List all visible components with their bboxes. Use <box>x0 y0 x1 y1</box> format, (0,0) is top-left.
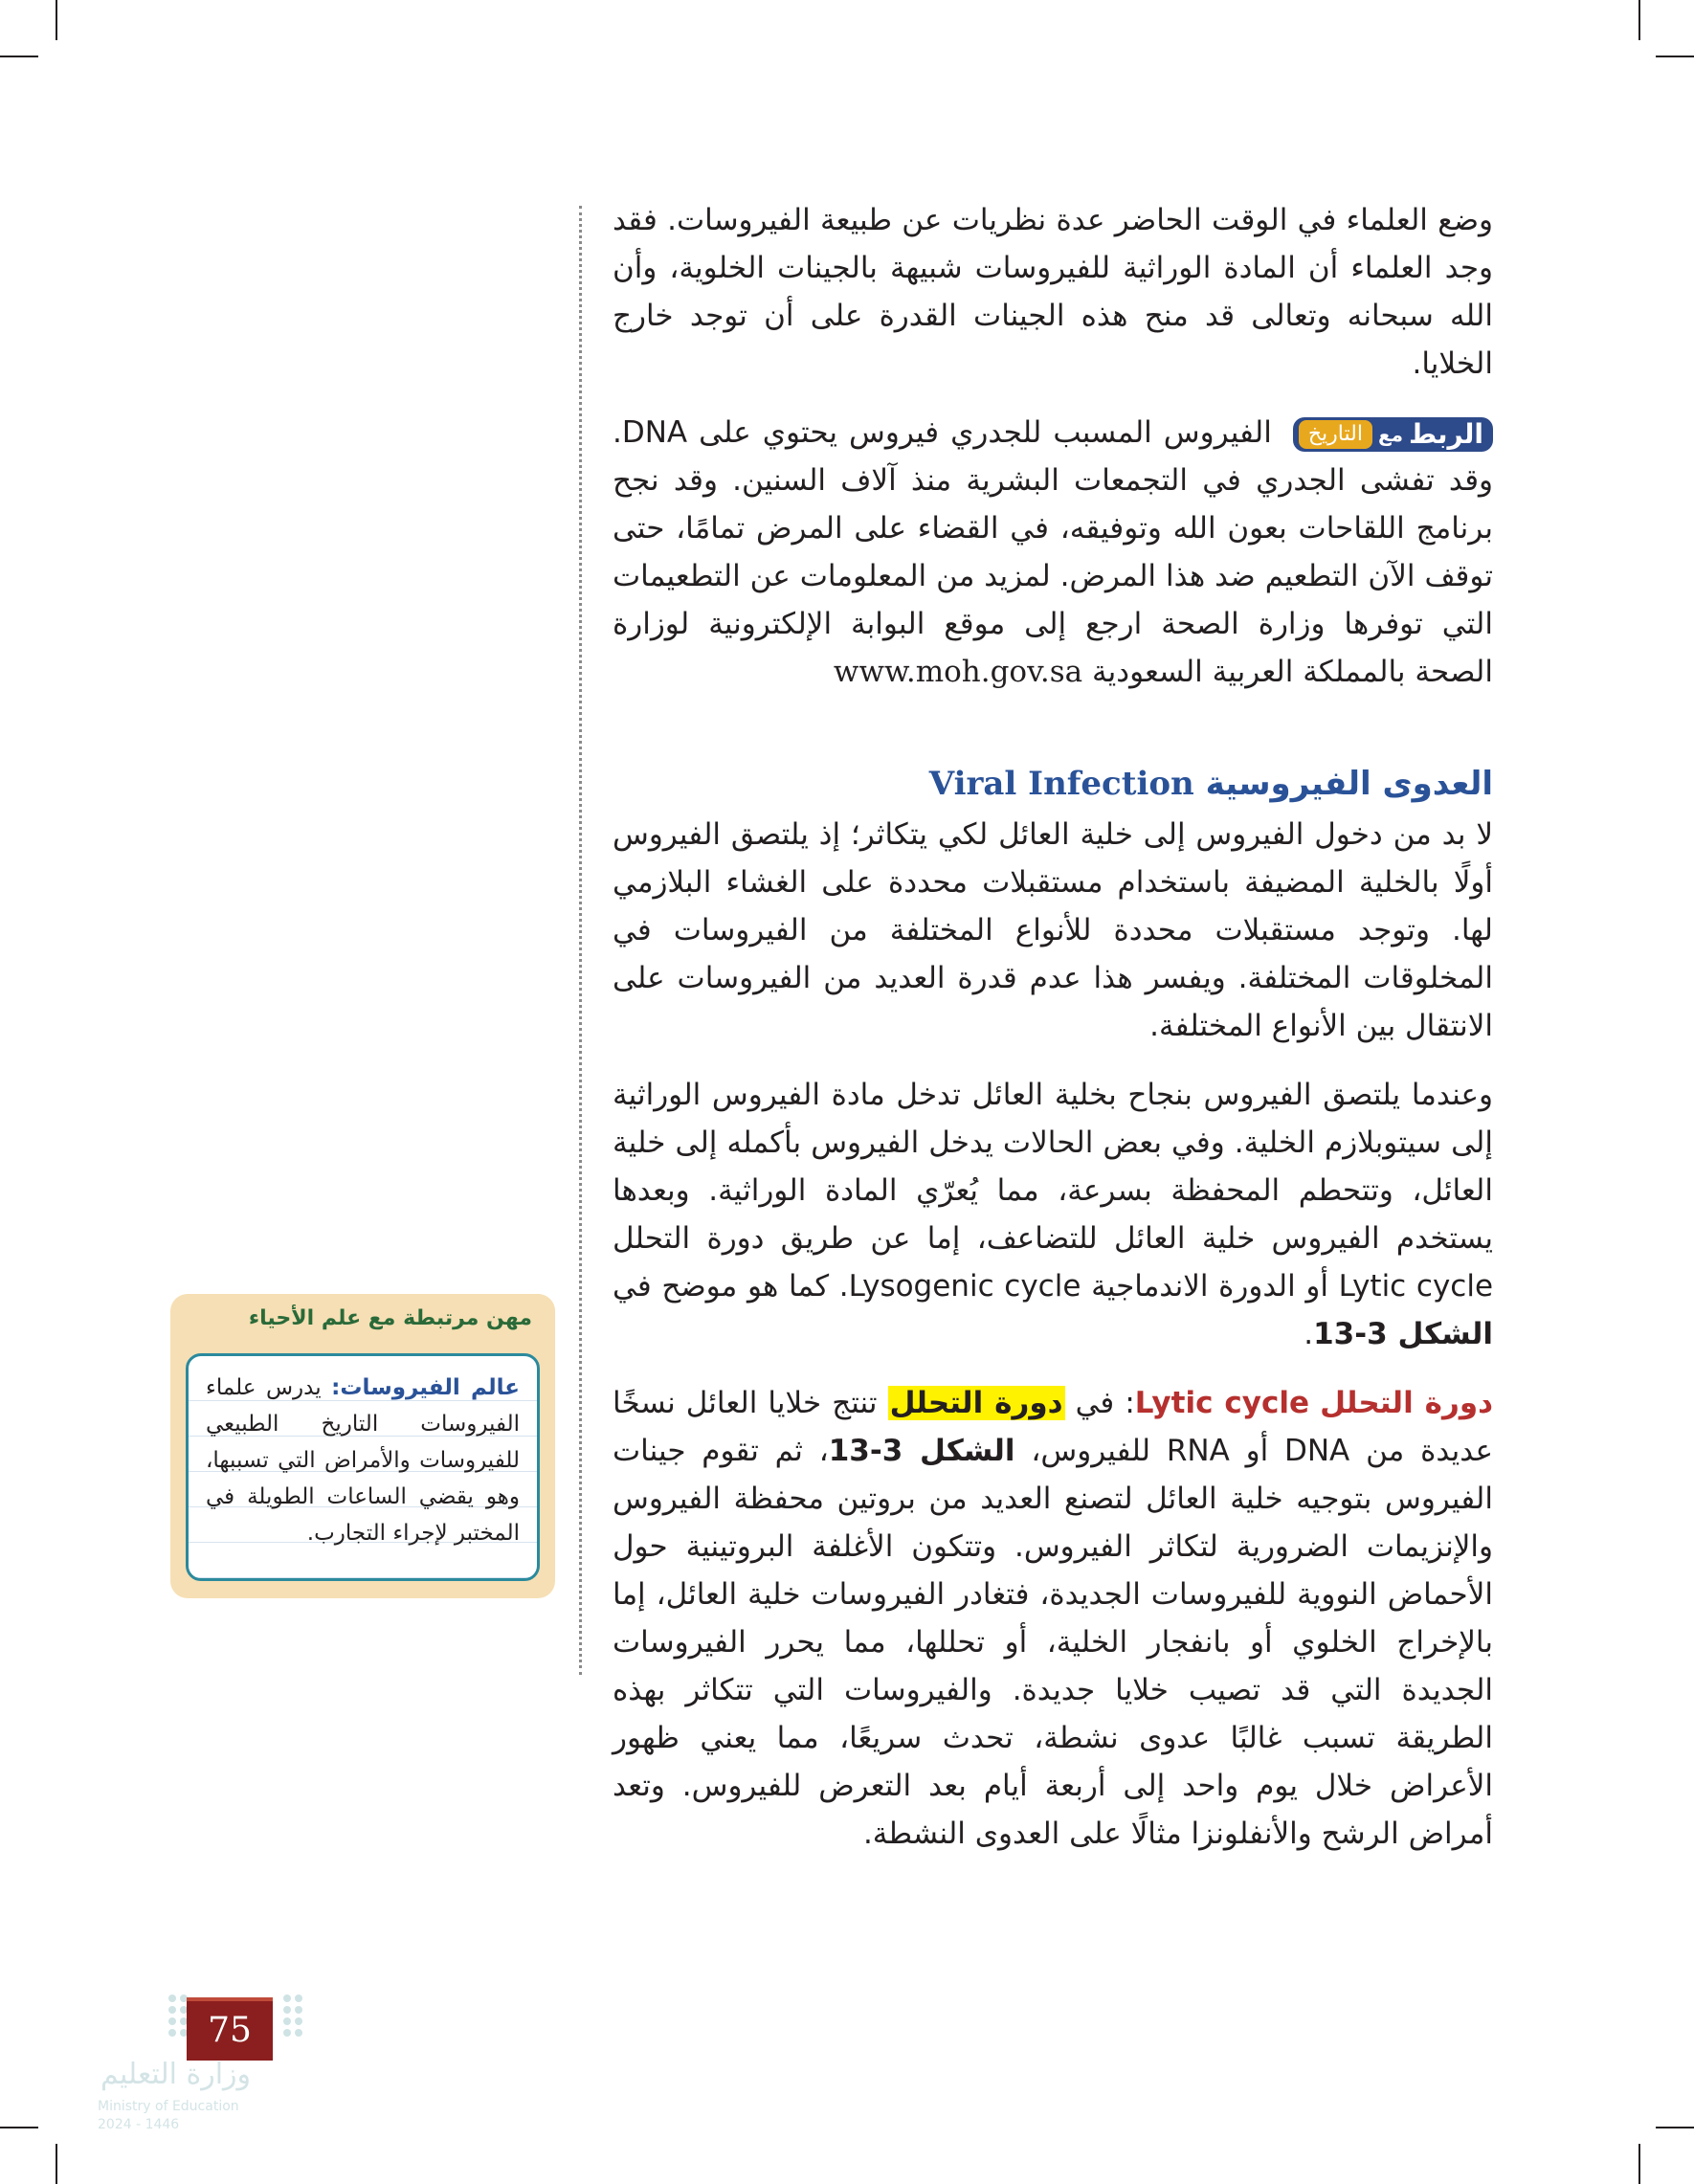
section-title-ar: العدوى الفيروسية <box>1205 765 1493 803</box>
link-topic: التاريخ <box>1299 420 1372 449</box>
or-text: أو الدورة الاندماجية <box>1091 1269 1328 1304</box>
link-with: مع <box>1377 422 1403 446</box>
sidebox-term: عالم الفيروسات: <box>331 1375 520 1400</box>
crop-mark-bottom-left-v <box>56 2144 57 2184</box>
ministry-year: 2024 - 1446 <box>98 2117 180 2132</box>
paragraph-theories: وضع العلماء في الوقت الحاضر عدة نظريات عن طبيعة الفيروسات. فقد وجد العلماء أن المادة الوراثية للفيروسات شبيهة بالجينات الخلوية، وأن الله سبحانه وتعالى قد منح هذه الجينات القدرة على أن توجد خارج الخلايا. <box>613 203 1493 381</box>
ministry-name-en: Ministry of Education <box>98 2099 239 2114</box>
crop-mark-top-right-h <box>1656 56 1694 57</box>
history-link-box <box>613 409 1493 696</box>
figure-ref[interactable]: الشكل 3-13 <box>1313 1317 1493 1351</box>
lysogenic-term-en: Lysogenic cycle <box>848 1269 1081 1304</box>
main-text-column <box>613 196 1493 1858</box>
lytic-text-b: ، ثم تقوم جينات الفيروس بتوجيه خلية العائل لتصنع العديد من بروتين محفظة الفيروس والإنزيمات الضرورية لتكاثر الفيروس. وتتكون الأغلفة البروتينية حول الأحماض النووية للفيروسات الجديدة، فتغادر الفيروسات خلية العائل، إما بالإخراج الخلوي أو بانفجار الخلية، أو تحللها، مما يحرر الفيروسات الجديدة التي قد تصيب خلايا جديدة. والفيروسات التي تتكاثر بهذه الطريقة تسبب غالبًا عدوى نشطة، تحدث سريعًا، مما يعني ظهور الأعراض خلال يوم واحد إلى أربعة أيام بعد التعرض للفيروس. وتعد أمراض الرشح والأنفلونزا مثالًا على العدوى النشطة. <box>613 1434 1493 1851</box>
period: . <box>1304 1317 1314 1351</box>
crop-mark-bottom-right-h <box>1656 2127 1694 2128</box>
attach-text: وعندما يلتصق الفيروس بنجاح بخلية العائل تدخل مادة الفيروس الوراثية إلى سيتوبلازم الخلية. وفي بعض الحالات يدخل الفيروس بأكمله إلى خلية العائل، وتتحطم المحفظة بسرعة، مما يُعرّي المادة الوراثية. وبعدها يستخدم الفيروس خلية العائل للتضاعف، إما عن طريق دورة التحلل <box>613 1078 1493 1256</box>
crop-mark-top-left-h <box>0 56 38 57</box>
lytic-term-en: Lytic cycle <box>1338 1269 1494 1304</box>
sidebox-title: مهن مرتبطة مع علم الأحياء <box>248 1306 532 1330</box>
crop-mark-top-left-v <box>56 0 57 40</box>
ministry-name-ar: وزارة التعليم <box>100 2058 252 2091</box>
crop-mark-bottom-left-h <box>0 2127 38 2128</box>
lytic-text-a: تنتج خلايا العائل نسخًا عديدة من DNA أو RNA للفيروس، <box>613 1386 1494 1468</box>
crop-mark-top-right-v <box>1638 0 1640 40</box>
link-text: الفيروس المسبب للجدري فيروس يحتوي على DNA. وقد تفشى الجدري في التجمعات البشرية منذ آلاف السنين. وقد نجح برنامج اللقاحات بعون الله وتوفيقه، في القضاء على المرض تمامًا، حتى توقف الآن التطعيم ضد هذا المرض. لمزيد من المعلومات عن التطعيمات التي توفرها وزارة الصحة ارجع إلى موقع البوابة الإلكترونية لوزارة الصحة بالمملكة العربية السعودية <box>613 415 1493 689</box>
lytic-term-ar: دورة التحلل <box>1320 1386 1494 1420</box>
paragraph-lytic-cycle <box>613 1379 1493 1858</box>
sidebox-content <box>186 1353 540 1581</box>
figure-lead: . كما هو موضح في <box>613 1269 849 1304</box>
link-word: الربط <box>1408 417 1484 450</box>
page-number: 75 <box>187 1997 273 2061</box>
in-text: في <box>1075 1386 1115 1420</box>
moh-url[interactable]: www.moh.gov.sa <box>833 655 1083 689</box>
section-title-en: Viral Infection <box>928 765 1194 803</box>
colon: : <box>1125 1386 1135 1420</box>
crop-mark-bottom-right-v <box>1638 2144 1640 2184</box>
paragraph-attach <box>613 1071 1493 1358</box>
link-badge <box>1293 417 1493 452</box>
column-divider <box>579 206 582 1675</box>
highlighted-term: دورة التحلل <box>889 1386 1063 1420</box>
lytic-term-en-red: Lytic cycle <box>1134 1386 1310 1420</box>
figure-ref-2[interactable]: الشكل 3-13 <box>828 1434 1015 1468</box>
sidebox-text: يدرس علماء الفيروسات التاريخ الطبيعي للفيروسات والأمراض التي تسببها، وهو يقضي الساعات الطويلة في المختبر لإجراء التجارب. <box>206 1375 520 1546</box>
paragraph-entry: لا بد من دخول الفيروس إلى خلية العائل لكي يتكاثر؛ إذ يلتصق الفيروس أولًا بالخلية المضيفة باستخدام مستقبلات محددة على الغشاء البلازمي لها. وتوجد مستقبلات محددة للأنواع المختلفة من الفيروسات في المخلوقات المختلفة. ويفسر هذا عدم قدرة العديد من الفيروسات على الانتقال بين الأنواع المختلفة. <box>613 817 1493 1043</box>
section-heading <box>613 757 1493 811</box>
careers-sidebox <box>170 1294 555 1598</box>
